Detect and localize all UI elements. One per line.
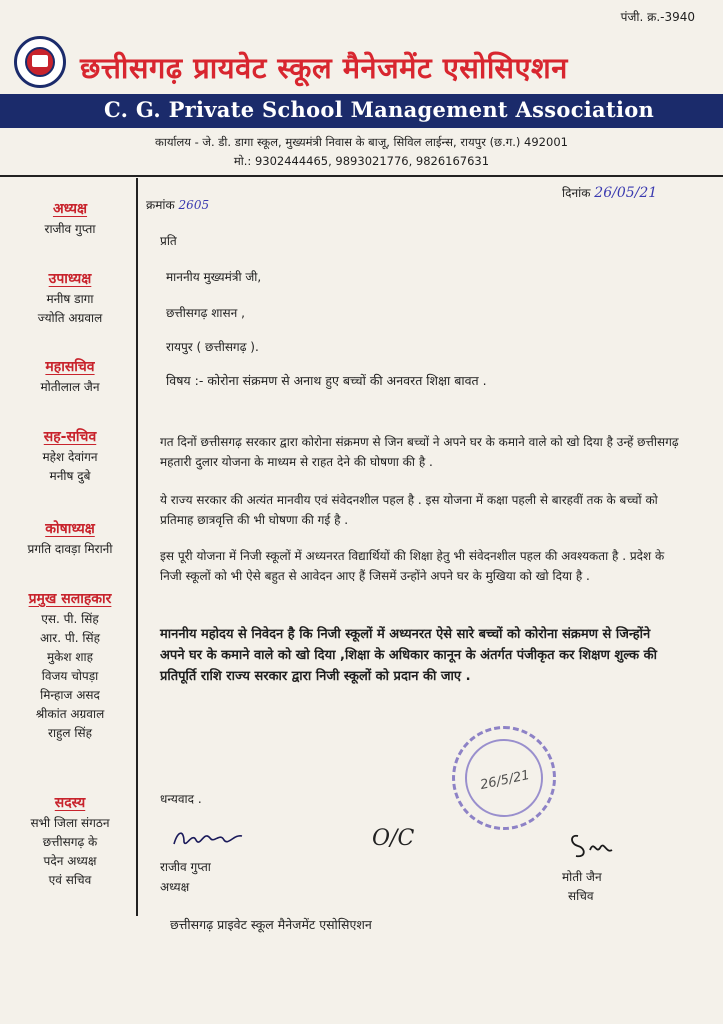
sidebar-president: अध्यक्ष राजीव गुप्ता — [44, 201, 96, 236]
sidebar-general-secretary: महासचिव मोतीलाल जैन — [40, 359, 100, 394]
phone-line: मो.: 9302444465, 9893021776, 9826167631 — [233, 154, 490, 168]
english-title: C. G. Private School Management Association — [104, 97, 655, 122]
sidebar-members: सदस्य सभी जिला संगठन छत्तीसगढ़ के पदेन अध्यक्ष एवं सचिव — [30, 795, 110, 887]
paragraph-4: माननीय महोदय से निवेदन है कि निजी स्कूलों में अध्यनरत ऐसे सारे बच्चों को कोरोना संक्रमण से जिन्होंने अपने घर के कमाने वाले को खो दिया ,शिक्षा के अधिकार कानून के अंतर्गत पंजीकृत कर शिक्षण शुल्क की प्रतिपूर्ति राशि राज्य सरकार द्वारा निजी स्कूलों को प्रदान की जाए . — [160, 627, 657, 684]
paragraph-2: ये राज्य सरकार की अत्यंत मानवीय एवं संवेदनशील पहल है . इस योजना में कक्षा पहली से बारहवीं तक के बच्चों को प्रतिमाह छात्रवृत्ति की भी घोषणा की गई है . — [160, 493, 658, 527]
to-label: प्रति — [160, 234, 177, 248]
secretary-title: सचिव — [568, 889, 594, 903]
paragraph-1: गत दिनों छत्तीसगढ़ सरकार द्वारा कोरोना संक्रमण से जिन बच्चों ने अपने घर के कमाने वाले को खो दिया है उन्हें छत्तीसगढ़ महतारी दुलार योजना के माध्यम से राहत देने की घोषणा की है . — [160, 435, 679, 469]
letter-date: दिनांक 26/05/21 — [562, 185, 658, 201]
hindi-title: छत्तीसगढ़ प्रायवेट स्कूल मैनेजमेंट एसोसिएशन — [80, 51, 568, 85]
oc-mark: O/C — [372, 826, 415, 851]
subject-line: विषय :- कोरोना संक्रमण से अनाथ हुए बच्चों की अनवरत शिक्षा बावत . — [166, 373, 487, 388]
president-title: अध्यक्ष — [160, 880, 190, 894]
addressee-line-2: छत्तीसगढ़ शासन , — [166, 306, 245, 320]
association-logo — [14, 36, 66, 88]
secretary-signature — [566, 826, 626, 862]
thanks-line: धन्यवाद . — [160, 792, 202, 806]
secretary-name: मोती जैन — [562, 870, 602, 884]
paragraph-3: इस पूरी योजना में निजी स्कूलों में अध्यनरत विद्यार्थियों की शिक्षा हेतु भी संवेदनशील पहल की अवश्यकता है . प्रदेश के निजी स्कूलों को भी ऐसे बहुत से आवेदन आए हैं जिसमें उन्होंने अपने घर के मुखिया को खो दिया है . — [160, 549, 665, 583]
header-rule — [0, 175, 723, 177]
sidebar-vice-president: उपाध्यक्ष मनीष डागा ज्योति अग्रवाल — [37, 271, 103, 325]
footer-organization: छत्तीसगढ़ प्राइवेट स्कूल मैनेजमेंट एसोसिएशन — [170, 917, 372, 932]
sidebar-divider — [136, 178, 138, 916]
official-stamp: 26/5/21 — [452, 726, 556, 830]
sidebar-joint-secretary: सह-सचिव महेश देवांगन मनीष दुबे — [42, 429, 98, 483]
president-signature — [170, 822, 250, 856]
addressee-line-3: रायपुर ( छत्तीसगढ़ ). — [166, 340, 259, 354]
sidebar-advisors: प्रमुख सलाहकार एस. पी. सिंह आर. पी. सिंह मुकेश शाह विजय चोपड़ा मिन्हाज असद श्रीकांत अग्रवाल राहुल सिंह — [28, 591, 112, 740]
reference-number: क्रमांक 2605 — [146, 198, 210, 212]
president-name: राजीव गुप्ता — [160, 860, 211, 874]
registration-number: पंजी. क्र.-3940 — [620, 10, 695, 24]
address-line: कार्यालय - जे. डी. डागा स्कूल, मुख्यमंत्री निवास के बाजू, सिविल लाईन्स, रायपुर (छ.ग.) 492001 — [155, 135, 568, 149]
addressee-line-1: माननीय मुख्यमंत्री जी, — [166, 270, 262, 284]
sidebar-treasurer: कोषाध्यक्ष प्रगति दावड़ा मिरानी — [27, 521, 113, 556]
